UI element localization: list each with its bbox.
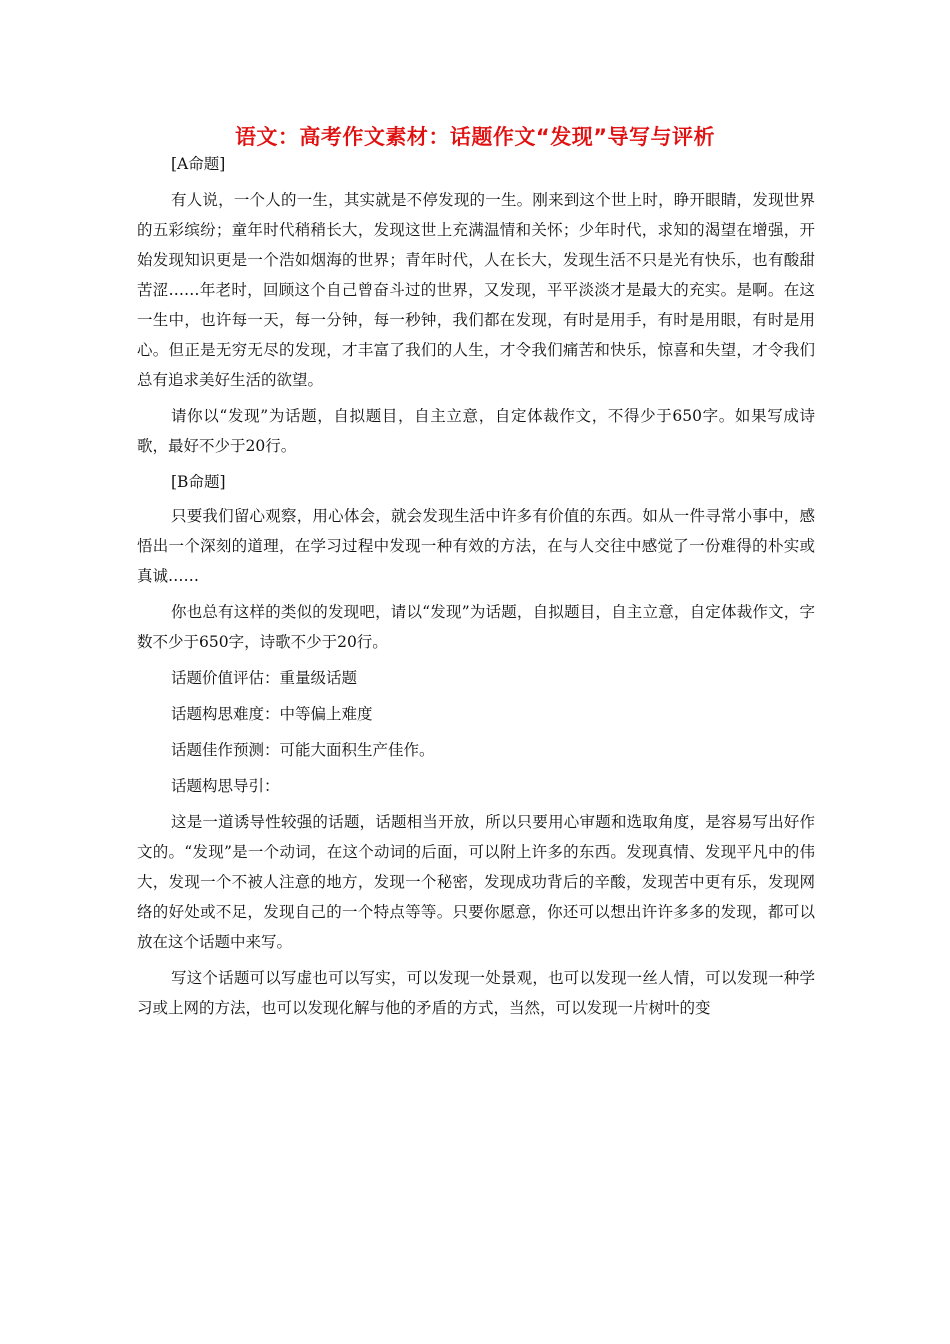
paragraph-b-prompt: 只要我们留心观察，用心体会，就会发现生活中许多有价值的东西。如从一件寻常小事中，感悟出一个深刻的道理，在学习过程中发现一种有效的方法，在与人交往中感觉了一份难得的朴实或真诚…… xyxy=(137,507,815,585)
guide-paragraph-2: 写这个话题可以写虚也可以写实，可以发现一处景观，也可以发现一丝人情，可以发现一种学习或上网的方法，也可以发现化解与他的矛盾的方式，当然，可以发现一片树叶的变 xyxy=(137,969,815,1017)
document-title: 语文：高考作文素材：话题作文“发现”导写与评析 xyxy=(234,125,716,149)
topic-guide-heading: 话题构思导引： xyxy=(171,777,280,795)
section-label-b: [B命题] xyxy=(171,473,226,491)
paragraph-a-instruction: 请你以“发现”为话题，自拟题目，自主立意，自定体裁作文，不得少于650字。如果写成诗歌，最好不少于20行。 xyxy=(137,407,815,455)
topic-value-assessment: 话题价值评估：重量级话题 xyxy=(171,669,358,687)
topic-prediction: 话题佳作预测：可能大面积生产佳作。 xyxy=(171,741,435,759)
document-body xyxy=(137,149,815,1023)
section-label-a: [A命题] xyxy=(171,155,226,173)
guide-paragraph-1: 这是一道诱导性较强的话题，话题相当开放，所以只要用心审题和选取角度，是容易写出好作文的。“发现”是一个动词，在这个动词的后面，可以附上许多的东西。发现真情、发现平凡中的伟大，发现一个不被人注意的地方，发现一个秘密，发现成功背后的辛酸，发现苦中更有乐，发现网络的好处或不足，发现自己的一个特点等等。只要你愿意，你还可以想出许许多多的发现，都可以放在这个话题中来写。 xyxy=(137,813,815,951)
paragraph-b-instruction: 你也总有这样的类似的发现吧，请以“发现”为话题，自拟题目，自主立意，自定体裁作文，字数不少于650字，诗歌不少于20行。 xyxy=(137,603,815,651)
paragraph-a-prompt: 有人说，一个人的一生，其实就是不停发现的一生。刚来到这个世上时，睁开眼睛，发现世界的五彩缤纷；童年时代稍稍长大，发现这世上充满温情和关怀；少年时代，求知的渴望在增强，开始发现知识更是一个浩如烟海的世界；青年时代，人在长大，发现生活不只是光有快乐，也有酸甜苦涩……年老时，回顾这个自己曾奋斗过的世界，又发现，平平淡淡才是最大的充实。是啊。在这一生中，也许每一天，每一分钟，每一秒钟，我们都在发现，有时是用手，有时是用眼，有时是用心。但正是无穷无尽的发现，才丰富了我们的人生，才令我们痛苦和快乐，惊喜和失望，才令我们总有追求美好生活的欲望。 xyxy=(137,191,815,389)
topic-difficulty: 话题构思难度：中等偏上难度 xyxy=(171,705,373,723)
